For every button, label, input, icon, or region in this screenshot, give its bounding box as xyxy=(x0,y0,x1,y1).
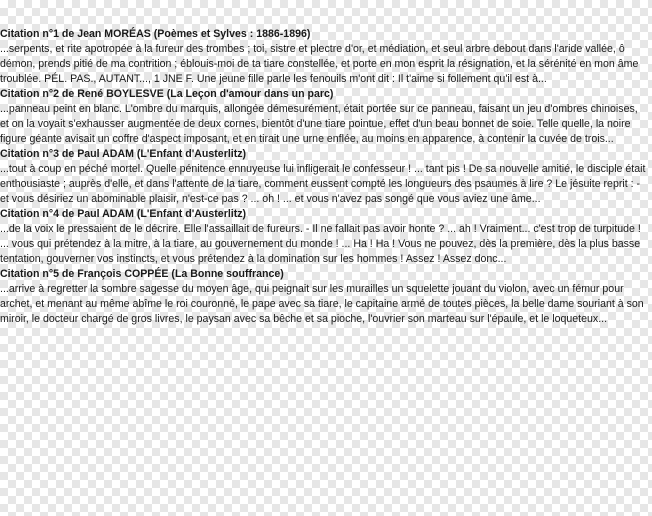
citation-4 xyxy=(0,207,648,267)
citation-title: Citation n°1 de Jean MORÉAS (Poèmes et Sylves : 1886-1896) xyxy=(0,28,311,40)
citation-title: Citation n°3 de Paul ADAM (L'Enfant d'Austerlitz) xyxy=(0,148,247,160)
citation-title: Citation n°5 de François COPPÉE (La Bonne souffrance) xyxy=(0,268,284,280)
citation-text: ...arrive à regretter la sombre sagesse du moyen âge, qui peignait sur les murailles un squelette jouant du violon, avec un fémur pour archet, et menant au même abîme le roi couronné, le pape avec sa tiare, le capitaine armé de toutes pièces, la belle dame souriant à son miroir, le docteur chargé de gros livres, le paysan avec sa bêche et sa pioche, l'ouvrier son marteau sur l'épaule, et le loqueteux... xyxy=(0,283,644,325)
citation-title: Citation n°2 de René BOYLESVE (La Leçon d'amour dans un parc) xyxy=(0,88,334,100)
citation-5 xyxy=(0,267,648,327)
citation-title: Citation n°4 de Paul ADAM (L'Enfant d'Austerlitz) xyxy=(0,208,247,220)
citations-document xyxy=(0,27,648,327)
citation-1 xyxy=(0,27,648,87)
citation-2 xyxy=(0,87,648,147)
citation-text: ...serpents, et rite apotropée à la fureur des trombes ; toi, sistre et plectre d'or, et médiation, et seul arbre debout dans l'aride vallée, ô démon, prends pitié de ma contrition ; éblouis-moi de ta tiare constellée, et porte en mon esprit la résignation, et la sérénité en mon âme troublée. PÉL. PAS., AUTANT..., 1 JNE F. Une jeune fille parle les fenouils m'ont dit : Il t'aime si follement qu'il est à... xyxy=(0,43,639,85)
citation-text: ...panneau peint en blanc. L'ombre du marquis, allongée démesurément, était portée sur ce panneau, faisant un jeu d'ombres chinoises, et on la voyait s'exhausser augmentée de deux cornes, bientôt d'une tiare pointue, effet d'un beau bonnet de soie. Telle quelle, la noire figure géante avisait un coffre d'aspect imposant, et en tirait une urne enflée, au moins en apparence, à contenir la cuvée de trois... xyxy=(0,103,638,145)
citation-text: ...tout à coup en péché mortel. Quelle pénitence ennuyeuse lui infligerait le confesseur ! ... tant pis ! De sa nouvelle amitié, le disciple était enthousiaste ; auprès d'elle, et dans l'attente de la tiare, comment eussent compté les longueurs des psaumes à lire ? Le jésuite reprit : - et vous désiriez un abominable plaisir, n'est-ce pas ? ... oh ! ... et vous n'avez pas songé que vous aviez une âme... xyxy=(0,163,646,205)
citation-text: ...de la voix le pressaient de le décrire. Elle l'assaillait de fureurs. - Il ne fallait pas avoir honte ? ... ah ! Vraiment... c'est trop de turpitude ! ... vous qui prétendez à la mitre, à la tiare, au gouvernement du monde ! ... Ha ! Ha ! Vous ne pouvez, dès la première, dès la plus basse tentation, gouverner vos instincts, et vous prétendez à la domination sur les hommes ! Assez ! Assez donc... xyxy=(0,223,641,265)
citation-3 xyxy=(0,147,648,207)
